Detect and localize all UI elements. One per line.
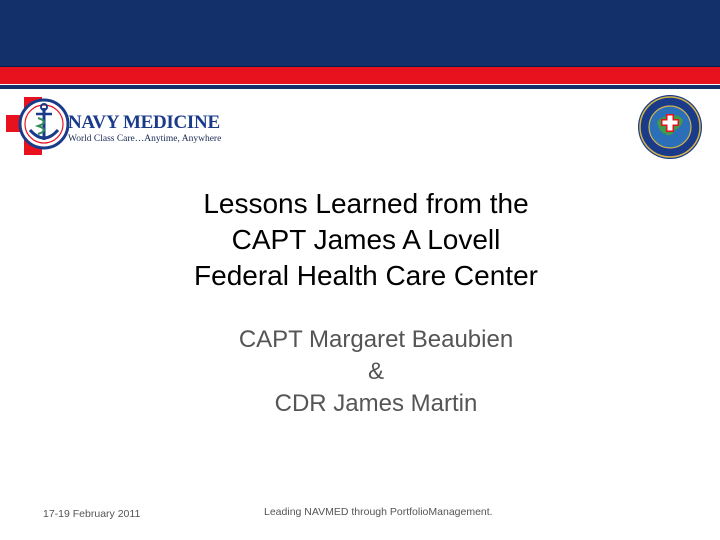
presenter-line: CAPT Margaret Beaubien: [238, 326, 514, 353]
title-line: CAPT James A Lovell: [231, 224, 501, 255]
header-navy-band: [0, 0, 720, 67]
logo-text-block: [68, 112, 222, 145]
logo-tagline: World Class Care…Anytime, Anywhere: [68, 134, 222, 144]
footer-center-text: Leading NAVMED through PortfolioManagement.: [264, 506, 493, 518]
presenter-line: CDR James Martin: [274, 390, 478, 417]
slide-subtitle: [150, 324, 602, 420]
title-line: Federal Health Care Center: [194, 260, 538, 291]
slide-title: [110, 186, 622, 294]
presenter-line: &: [367, 358, 384, 385]
header-red-band: [0, 67, 720, 84]
logo-name: NAVY MEDICINE: [68, 112, 220, 133]
footer-date: 17-19 February 2011: [43, 508, 141, 520]
seal-icon: [637, 94, 703, 160]
header-thin-band: [0, 85, 720, 89]
title-line: Lessons Learned from the: [203, 188, 529, 219]
